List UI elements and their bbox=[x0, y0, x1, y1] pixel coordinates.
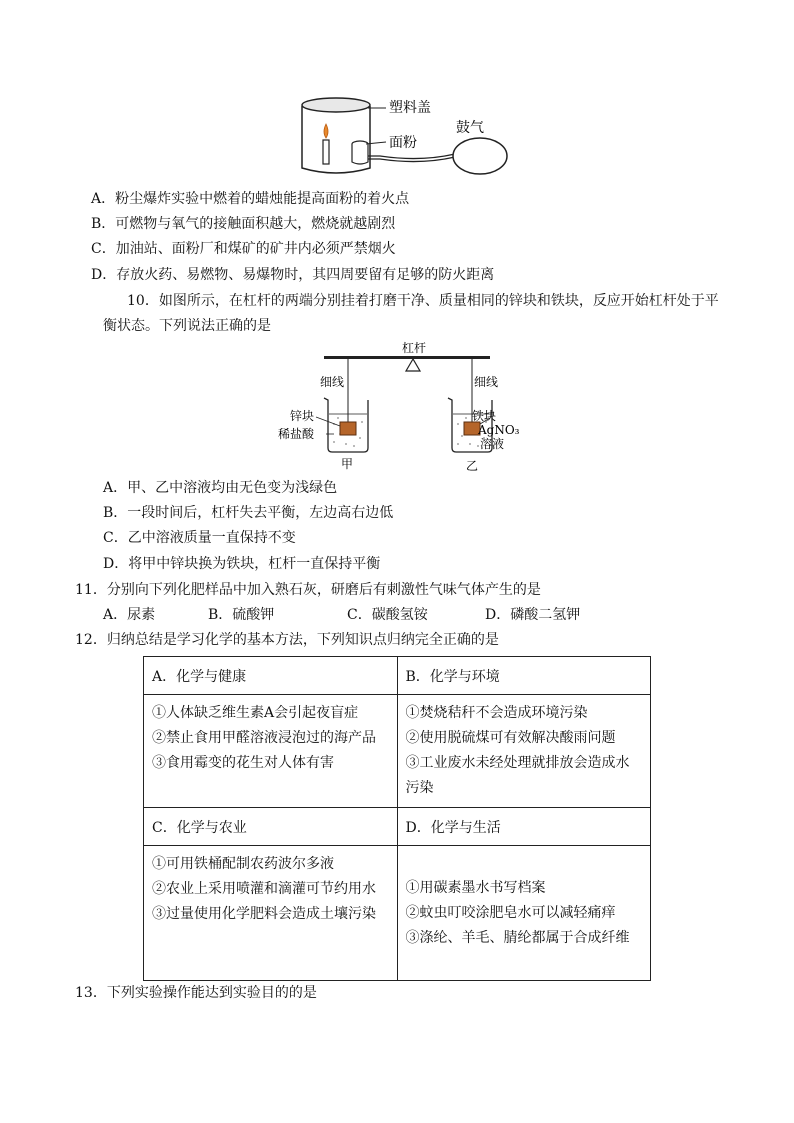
list-item: ①用碳素墨水书写档案 bbox=[405, 879, 546, 896]
zinc-label: 锌块 bbox=[290, 409, 315, 423]
q12-stem: 12．归纳总结是学习化学的基本方法，下列知识点归纳完全正确的是 bbox=[75, 632, 499, 648]
q13-stem: 13．下列实验操作能达到实验目的的是 bbox=[75, 985, 317, 1001]
list-item: ③过量使用化学肥料会造成土壤污染 bbox=[152, 906, 376, 922]
jia-caption: 甲 bbox=[341, 457, 354, 471]
lever-label: 杠杆 bbox=[402, 341, 427, 355]
list-item: ②禁止食用甲醛溶液浸泡过的海产品 bbox=[152, 730, 376, 746]
q12-knowledge-table bbox=[143, 656, 651, 981]
list-item: ①焚烧秸秆不会造成环境污染 bbox=[405, 705, 588, 721]
cell-c-items bbox=[144, 846, 398, 981]
cell-b-head: B．化学与环境 bbox=[397, 657, 651, 695]
solution-label: 溶液 bbox=[480, 437, 505, 451]
lid-label: 塑料盖 bbox=[389, 100, 431, 116]
cell-d-head: D．化学与生活 bbox=[397, 808, 651, 846]
cell-a-head: A．化学与健康 bbox=[144, 657, 398, 695]
list-item: ③涤纶、羊毛、腈纶都属于合成纤维 bbox=[405, 929, 630, 946]
q10-stem-line2: 衡状态。下列说法正确的是 bbox=[103, 318, 271, 334]
thread-right-label: 细线 bbox=[474, 375, 499, 389]
q11-option-a: A．尿素 bbox=[103, 607, 156, 623]
q11-option-d: D．磷酸二氢钾 bbox=[485, 607, 581, 623]
list-item: ②使用脱硫煤可有效解决酸雨问题 bbox=[405, 730, 616, 746]
q11-stem: 11．分别向下列化肥样品中加入熟石灰，研磨后有刺激性气味气体产生的是 bbox=[75, 582, 541, 598]
list-item: ②农业上采用喷灌和滴灌可节约用水 bbox=[152, 881, 376, 897]
q10-option-b: B．一段时间后，杠杆失去平衡，左边高右边低 bbox=[103, 505, 394, 521]
list-item: ③食用霉变的花生对人体有害 bbox=[152, 755, 334, 771]
lever-figure bbox=[276, 338, 520, 473]
hcl-label: 稀盐酸 bbox=[278, 427, 315, 441]
cell-a-items bbox=[144, 695, 398, 808]
cell-c-head: C．化学与农业 bbox=[144, 808, 398, 846]
cell-d-items bbox=[397, 846, 651, 981]
list-item: ②蚊虫叮咬涂肥皂水可以减轻痛痒 bbox=[405, 904, 616, 921]
q10-stem-line1: 10．如图所示，在杠杆的两端分别挂着打磨干净、质量相同的锌块和铁块，反应开始杠杆处于平 bbox=[127, 293, 719, 309]
yi-caption: 乙 bbox=[466, 459, 479, 473]
table-row bbox=[144, 695, 651, 808]
q9-option-a: A．粉尘爆炸实验中燃着的蜡烛能提高面粉的着火点 bbox=[91, 191, 410, 207]
list-item: ③工业废水未经处理就排放会造成水污染 bbox=[405, 755, 630, 796]
table-row bbox=[144, 808, 651, 846]
dust-explosion-figure bbox=[290, 92, 520, 182]
q9-option-b: B．可燃物与氧气的接触面积越大，燃烧就越剧烈 bbox=[91, 216, 396, 232]
q10-option-d: D．将甲中锌块换为铁块，杠杆一直保持平衡 bbox=[103, 556, 381, 572]
q11-option-b: B．硫酸钾 bbox=[208, 607, 275, 623]
q11-option-c: C．碳酸氢铵 bbox=[347, 607, 428, 623]
q10-option-a: A．甲、乙中溶液均由无色变为浅绿色 bbox=[103, 480, 338, 496]
flour-label: 面粉 bbox=[389, 135, 417, 151]
table-row bbox=[144, 846, 651, 981]
agno3-label: AgNO₃ bbox=[478, 423, 520, 437]
table-row bbox=[144, 657, 651, 695]
thread-left-label: 细线 bbox=[320, 375, 345, 389]
cell-b-items bbox=[397, 695, 651, 808]
blow-label: 鼓气 bbox=[456, 120, 484, 136]
q9-option-d: D．存放火药、易燃物、易爆物时，其四周要留有足够的防火距离 bbox=[91, 267, 495, 283]
iron-label: 铁块 bbox=[472, 409, 497, 423]
list-item: ①可用铁桶配制农药波尔多液 bbox=[152, 856, 334, 872]
q10-option-c: C．乙中溶液质量一直保持不变 bbox=[103, 530, 296, 546]
q9-option-c: C．加油站、面粉厂和煤矿的矿井内必须严禁烟火 bbox=[91, 241, 396, 257]
list-item: ①人体缺乏维生素A会引起夜盲症 bbox=[152, 705, 359, 721]
